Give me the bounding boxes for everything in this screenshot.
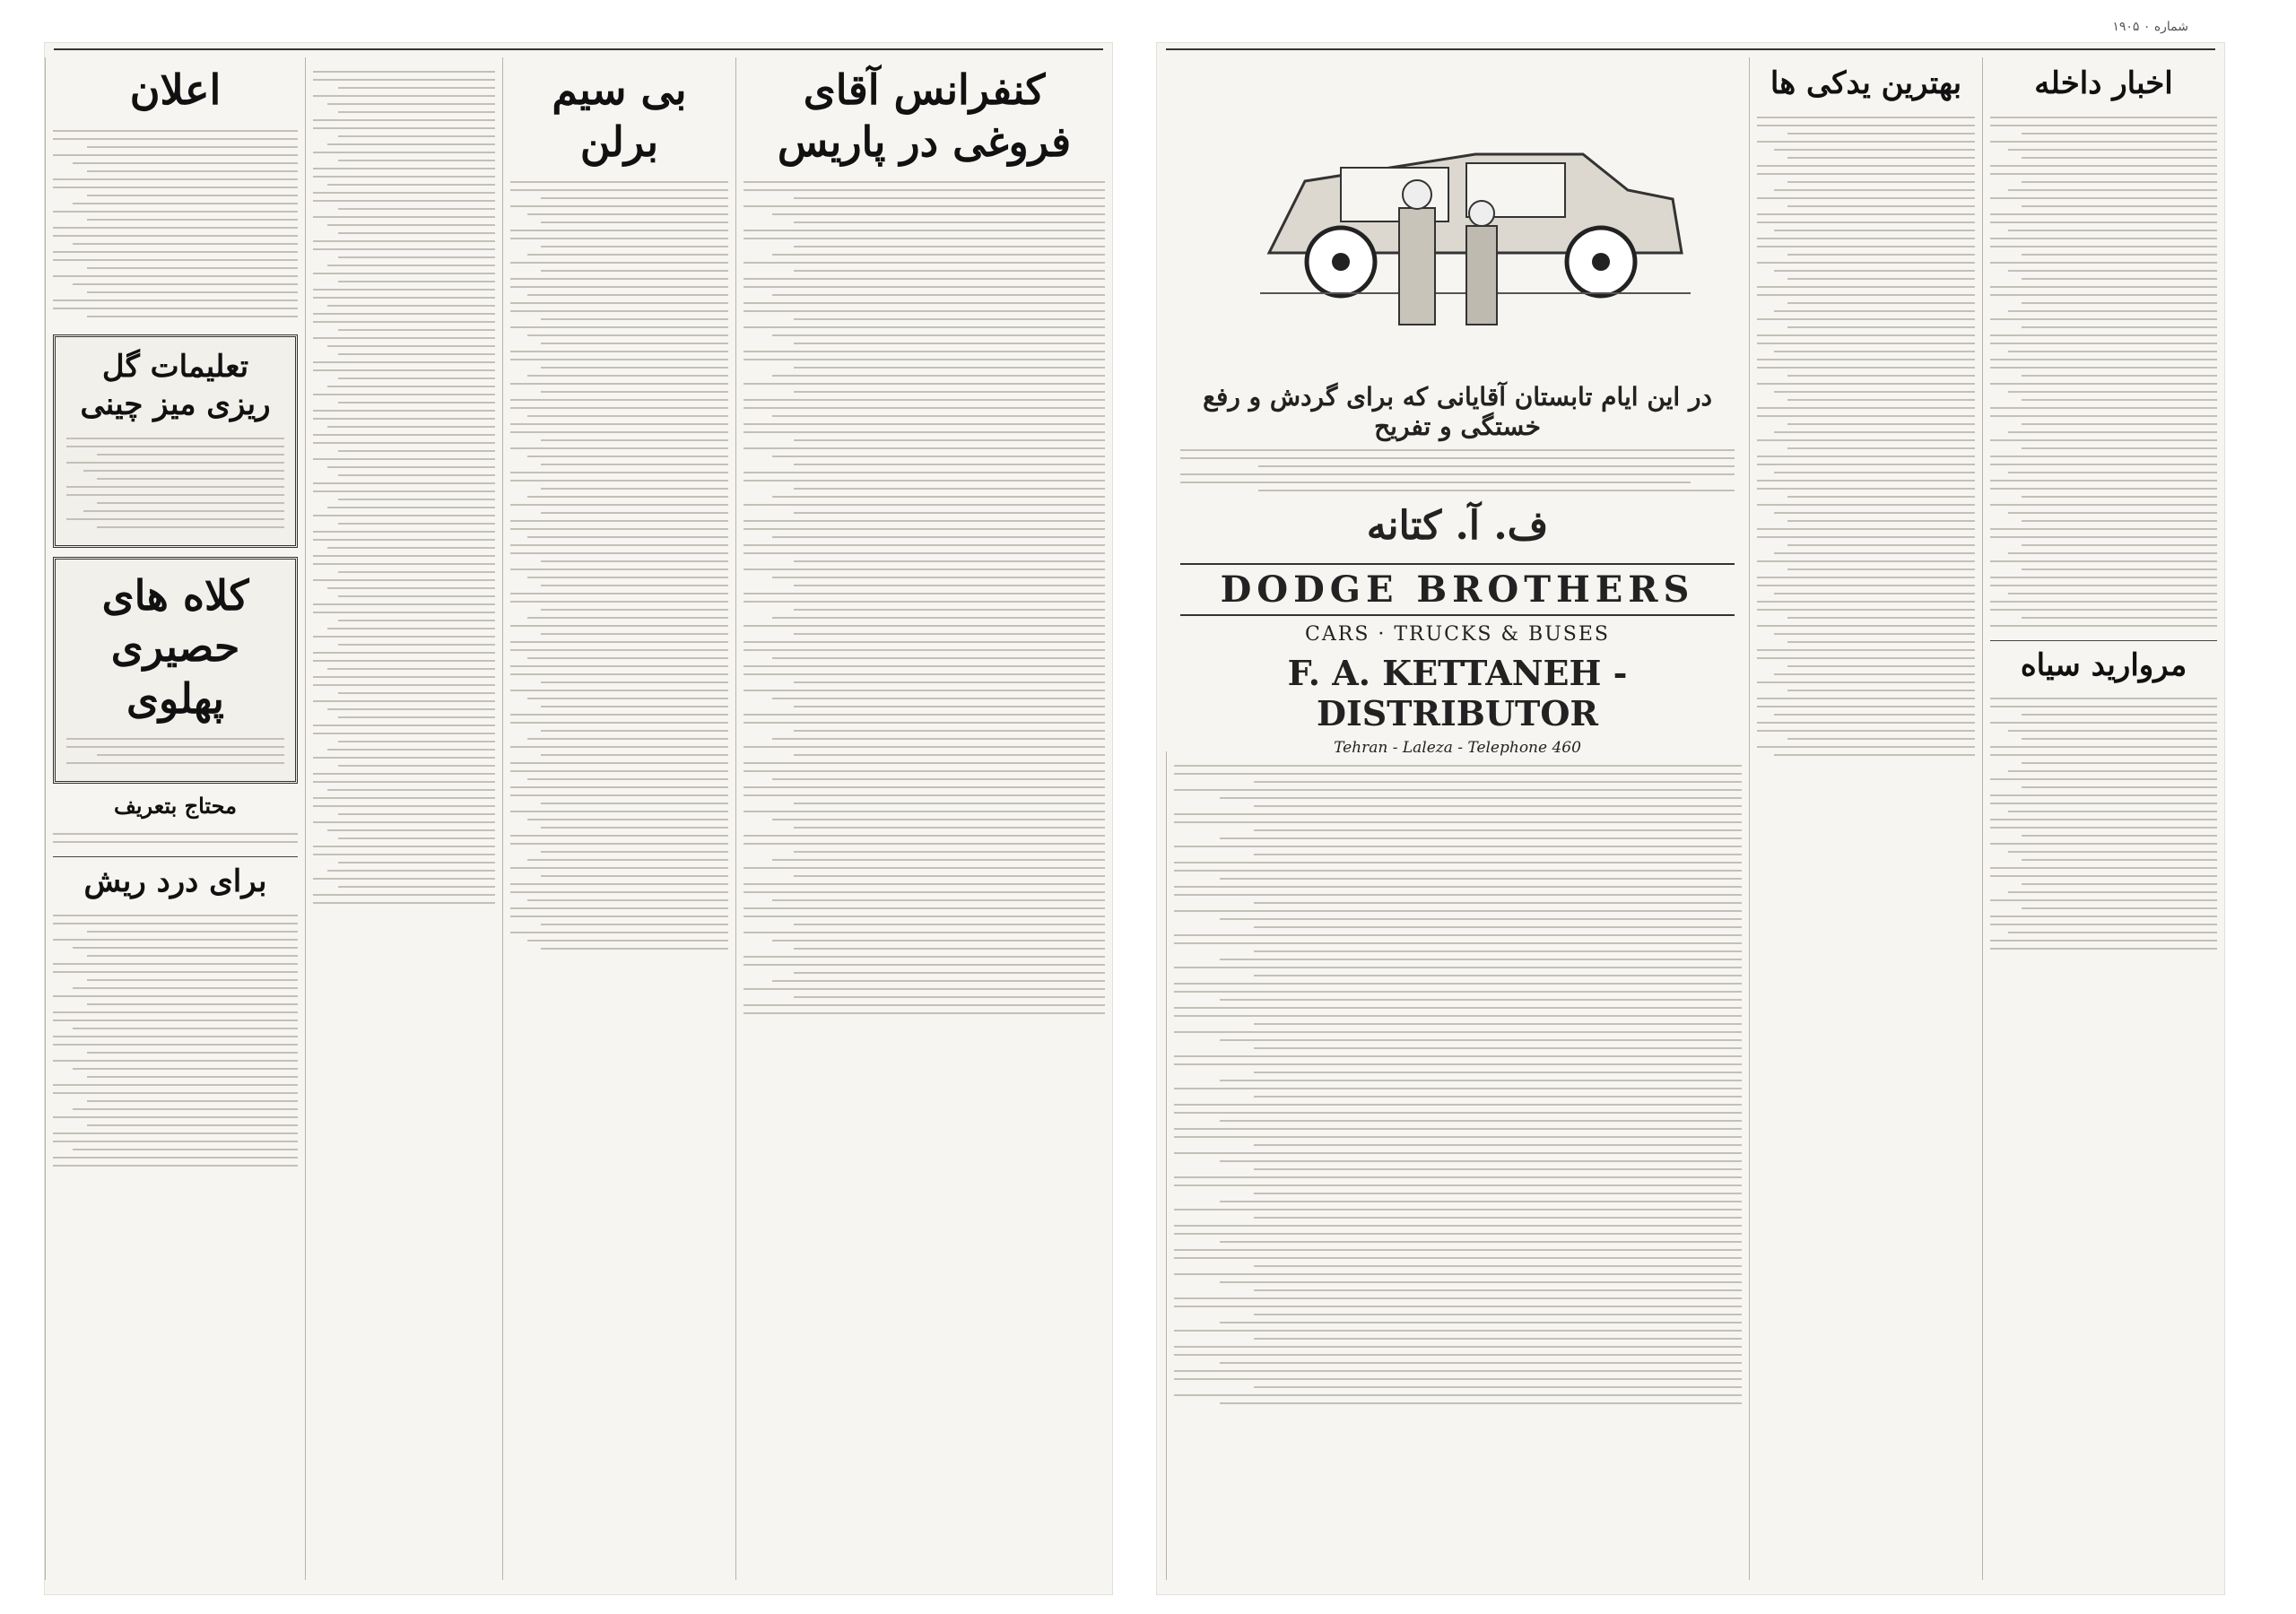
column-conference [735, 57, 1112, 1580]
column-radio [502, 57, 735, 1580]
heading-hats: کلاه های حصیری پهلوی [101, 570, 249, 723]
ad-products: CARS · TRUCKS & BUSES [1305, 623, 1610, 646]
ad-body-text [1180, 441, 1735, 499]
heading-tarif: محتاج بتعریف [113, 793, 237, 819]
ad-box-mizchini [53, 334, 298, 548]
date-strip: ۱۹۰۵ ۰ شماره [2112, 20, 2188, 34]
heading-radio: بی سیم برلن [552, 65, 687, 166]
car-illustration-icon [1206, 74, 1709, 369]
column-yadak [1749, 57, 1982, 1580]
column-2 [305, 57, 502, 1580]
ad-box-hats [53, 557, 298, 785]
column-ads-left [45, 57, 305, 1580]
left-page [45, 43, 1112, 1594]
ad-brand: DODGE BROTHERS [1180, 563, 1735, 616]
right-page [1157, 20, 2224, 1594]
heading-notice: اعلان [129, 65, 222, 114]
masthead-rule-right [1166, 48, 2215, 50]
dodge-advertisement [1166, 57, 1749, 757]
notice-text [53, 122, 298, 325]
heading-rish: برای درد ریش [83, 863, 267, 899]
heading-yadak: بهترین یدکی ها [1770, 65, 1962, 101]
heading-news: اخبار داخله [2034, 65, 2173, 101]
ad-persian-headline: در این ایام تابستان آقایانی که برای گردش و رفع خستگی و تفریح [1203, 382, 1712, 441]
heading-conference: کنفرانس آقای فروغی در پاریس [777, 65, 1072, 166]
masthead-rule [54, 48, 1103, 50]
ad-agent-persian: ف. آ. کتانه [1366, 503, 1549, 549]
ad-distributor: F. A. KETTANEH - DISTRIBUTOR [1287, 653, 1628, 733]
column-news [1982, 57, 2224, 1580]
ad-address: Tehran - Laleza - Telephone 460 [1334, 739, 1581, 757]
lower-news-block [1166, 751, 1749, 1580]
heading-serial: مروارید سیاه [2020, 646, 2187, 683]
heading-mizchini: تعلیمات گل ریزی میز چینی [80, 348, 271, 422]
